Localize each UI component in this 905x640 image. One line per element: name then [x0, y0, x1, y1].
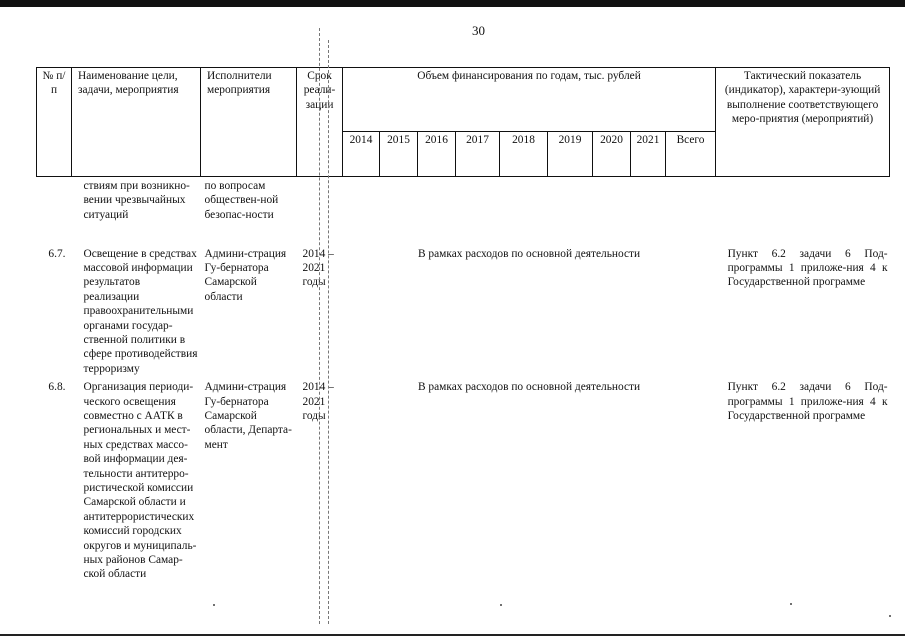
row-indicator: Пункт 6.2 задачи 6 Под-программы 1 приложе-ния 4 к Государственной программе — [727, 381, 888, 422]
scan-speck — [889, 615, 891, 617]
row-executors: по вопросам обществен-ной безопас-ности — [204, 180, 279, 221]
row-name: Освещение в средствах массовой информации результатов реализации правоохранительными органами государ-ственной политики в сфере противодействия терроризму — [83, 247, 198, 375]
row-num: 6.8. — [48, 381, 66, 394]
row-executors: Админи-страция Гу-бернатора Самарской области — [204, 247, 287, 303]
table-row — [37, 378, 890, 584]
row-term: 2014 – 2021 годы — [302, 247, 334, 289]
table-row — [37, 177, 890, 245]
scan-speck — [500, 604, 502, 606]
header-year: 2014 — [343, 132, 380, 177]
scan-artifact-line — [328, 40, 329, 624]
row-name: Организация периоди-ческого освещения совместно с ААТК в региональных и мест-ных средствах массо-вой информации дея-тельности антитерро-ристической комиссии Самарской области и антитеррористических комиссий городских округов и муниципаль-ных районов Самар-ской области — [83, 381, 197, 581]
header-year: 2016 — [418, 132, 456, 177]
header-year: 2017 — [456, 132, 500, 177]
row-funding — [343, 177, 716, 245]
row-num: 6.7. — [48, 247, 66, 260]
row-term: 2014 – 2021 годы — [302, 381, 334, 422]
bottom-border-rule — [0, 634, 905, 636]
header-year: 2019 — [548, 132, 593, 177]
header-name: Наименование цели, задачи, мероприятия — [72, 68, 201, 177]
page-number: 30 — [472, 23, 485, 38]
row-funding: В рамках расходов по основной деятельности — [417, 247, 641, 260]
row-num — [37, 177, 72, 245]
program-table — [36, 67, 890, 584]
row-executors: Админи-страция Гу-бернатора Самарской области, Департа-мент — [204, 381, 292, 451]
header-financing: Объем финансирования по годам, тыс. рублей — [343, 68, 716, 132]
scan-artifact-line — [319, 28, 320, 624]
header-year: 2020 — [593, 132, 631, 177]
row-indicator: Пункт 6.2 задачи 6 Под-программы 1 приложе-ния 4 к Государственной программе — [727, 247, 888, 289]
header-executors: Исполнители мероприятия — [201, 68, 297, 177]
top-border-rule — [0, 0, 905, 7]
row-funding: В рамках расходов по основной деятельности — [417, 381, 641, 394]
header-term: Срок реали-зации — [297, 68, 343, 177]
row-name: ствиям при возникно-вении чрезвычайных ситуаций — [83, 180, 190, 221]
header-year: 2015 — [380, 132, 418, 177]
scan-speck — [790, 603, 792, 605]
table-row — [37, 245, 890, 379]
row-indicator — [716, 177, 890, 245]
header-num: № п/п — [37, 68, 72, 177]
header-year: 2018 — [500, 132, 548, 177]
header-indicator: Тактический показатель (индикатор), характери-зующий выполнение соответствующего меро-приятия (мероприятий) — [716, 68, 890, 177]
scan-speck — [213, 604, 215, 606]
header-total: Всего — [666, 132, 716, 177]
header-year: 2021 — [631, 132, 666, 177]
